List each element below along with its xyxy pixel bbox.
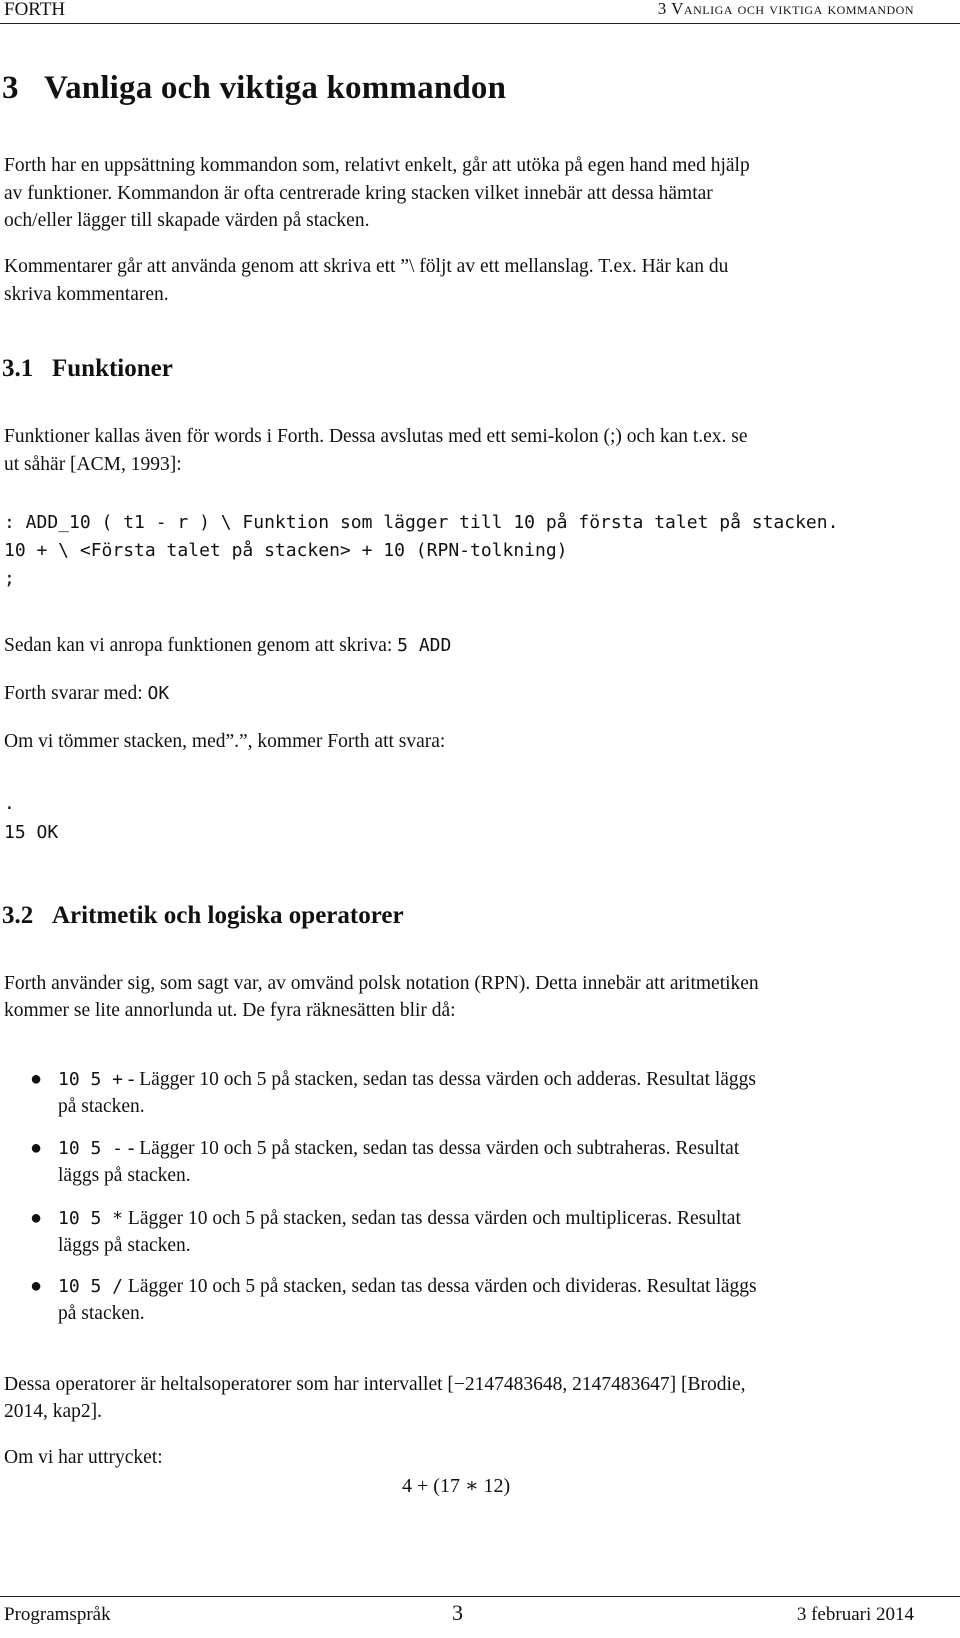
code-line: .	[4, 793, 15, 814]
operator-code: 10 5 *	[58, 1208, 124, 1229]
paragraph-line: Forth har en uppsättning kommandon som, relativt enkelt, går att utöka på egen hand med hjälp	[4, 155, 750, 176]
paragraph-line: Dessa operatorer är heltalsoperatorer som har intervallet [−2147483648, 2147483647] [Brodie,	[4, 1374, 746, 1395]
section-heading	[2, 70, 506, 107]
operator-code: 10 5 -	[58, 1138, 124, 1159]
list-item	[58, 1205, 741, 1233]
running-header-left: FORTH	[4, 0, 66, 20]
paragraph-line: kommer se lite annorlunda ut. De fyra räknesätten blir då:	[4, 1000, 456, 1021]
footer-date: 3 februari 2014	[796, 1604, 914, 1625]
paragraph-line: Forth använder sig, som sagt var, av omvänd polsk notation (RPN). Detta innebär att aritmetiken	[4, 973, 759, 994]
section-number: 3	[2, 70, 19, 106]
subsection-number: 3.2	[2, 902, 34, 929]
list-item-continuation: läggs på stacken.	[58, 1165, 191, 1186]
list-item-text: - Lägger 10 och 5 på stacken, sedan tas dessa värden och adderas. Resultat läggs	[127, 1069, 757, 1090]
bullet-icon: ●	[30, 1068, 43, 1090]
subsection-title: Aritmetik och logiska operatorer	[52, 902, 404, 929]
subsection-title: Funktioner	[52, 355, 173, 382]
call-text: Sedan kan vi anropa funktionen genom att skriva:	[4, 635, 393, 656]
subsection-number: 3.1	[2, 355, 34, 382]
paragraph-line	[4, 632, 451, 660]
list-item-continuation: läggs på stacken.	[58, 1235, 191, 1256]
bullet-icon: ●	[30, 1207, 43, 1229]
subsection-heading	[2, 902, 404, 930]
code-line: ;	[4, 568, 15, 589]
code-line: 10 + \ <Första talet på stacken> + 10 (RPN-tolkning)	[4, 540, 568, 561]
paragraph-line: 2014, kap2].	[4, 1401, 103, 1422]
list-item-continuation: på stacken.	[58, 1303, 145, 1324]
list-item-text: Lägger 10 och 5 på stacken, sedan tas dessa värden och multipliceras. Resultat	[127, 1208, 741, 1229]
header-rule	[0, 23, 960, 24]
list-item-text: - Lägger 10 och 5 på stacken, sedan tas dessa värden och subtraheras. Resultat	[127, 1138, 740, 1159]
paragraph-line: skriva kommentaren.	[4, 284, 169, 305]
paragraph-line: ut såhär [ACM, 1993]:	[4, 454, 182, 475]
list-item-text: Lägger 10 och 5 på stacken, sedan tas dessa värden och divideras. Resultat läggs	[127, 1276, 757, 1297]
operator-code: 10 5 /	[58, 1276, 124, 1297]
list-item	[58, 1066, 756, 1094]
footer-rule	[0, 1596, 960, 1597]
code-line: 15 OK	[4, 822, 59, 843]
running-header-right: 3 Vanliga och viktiga kommandon	[657, 0, 914, 18]
paragraph-line: Funktioner kallas även för words i Forth. Dessa avslutas med ett semi-kolon (;) och kan t.ex. se	[4, 426, 748, 447]
list-item	[58, 1135, 739, 1163]
paragraph-line: Om vi tömmer stacken, med”.”, kommer Forth att svara:	[4, 731, 446, 752]
paragraph-line: Kommentarer går att använda genom att skriva ett ”\ följt av ett mellanslag. T.ex. Här kan du	[4, 256, 729, 277]
page-number: 3	[452, 1600, 463, 1625]
paragraph-line: Om vi har uttrycket:	[4, 1447, 163, 1468]
paragraph-line: och/eller lägger till skapade värden på stacken.	[4, 210, 370, 231]
list-item	[58, 1273, 757, 1301]
operator-code: 10 5 +	[58, 1069, 124, 1090]
bullet-icon: ●	[30, 1137, 43, 1159]
call-code: 5 ADD	[397, 635, 452, 656]
section-title: Vanliga och viktiga kommandon	[44, 70, 507, 106]
reply-text: Forth svarar med:	[4, 683, 143, 704]
reply-code: OK	[147, 683, 170, 704]
math-formula: 4 + (17 ∗ 12)	[402, 1475, 511, 1497]
paragraph-line	[4, 680, 169, 708]
code-line: : ADD_10 ( t1 - r ) \ Funktion som lägger till 10 på första talet på stacken.	[4, 512, 839, 533]
subsection-heading	[2, 355, 173, 383]
list-item-continuation: på stacken.	[58, 1096, 145, 1117]
footer-left: Programspråk	[4, 1604, 111, 1625]
paragraph-line: av funktioner. Kommandon är ofta centrerade kring stacken vilket innebär att dessa hämtar	[4, 183, 713, 204]
bullet-icon: ●	[30, 1275, 43, 1297]
